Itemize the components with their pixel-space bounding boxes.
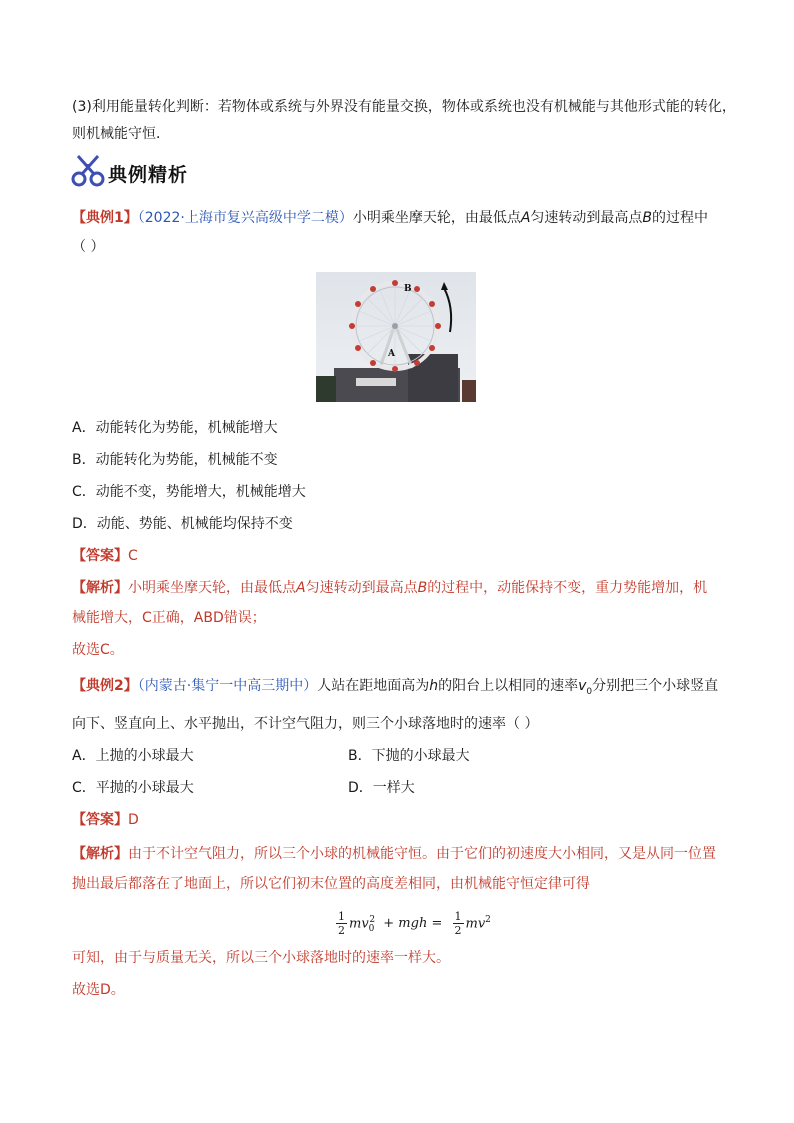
intro-line-2: 则机械能守恒． <box>72 126 170 142</box>
ex2-stem <box>72 676 718 702</box>
formula-frac-left: $\frac{1}{2}$ <box>338 910 345 938</box>
scissors-chains-icon <box>70 152 106 188</box>
ex1-option-d: D．动能、势能、机械能均保持不变 <box>72 516 293 532</box>
ex1-blank: （ ） <box>72 239 105 255</box>
ex2-stem-a: 人站在距地面高为 <box>317 678 430 694</box>
ex1-point-b: B <box>642 210 653 226</box>
ex1-tag: 【典例1】 <box>72 210 138 226</box>
ex1-answer-tag: 【答案】 <box>72 548 128 564</box>
ex1-option-a: A．动能转化为势能，机械能增大 <box>72 420 278 436</box>
formula-mv: mv <box>465 916 486 932</box>
energy-formula: $\frac{1}{2}$ $mv_0^2$ + mgh = $\frac{1}{2}$ $mv^2$ <box>338 910 491 938</box>
ex1-stem-c: 的过程中 <box>652 210 709 226</box>
ex2-source: （内蒙古·集宁一中高三期中） <box>137 678 318 694</box>
ex1-analysis-line-1 <box>72 578 707 598</box>
ex2-answer <box>72 810 139 830</box>
ex2-option-d: D．一样大 <box>348 780 415 796</box>
formula-mv0: mv <box>349 916 369 932</box>
ex2-conclusion: 故选D。 <box>72 982 125 998</box>
ex1-analysis-line-2: 械能增大，C正确，ABD错误； <box>72 610 266 626</box>
ex2-answer-tag: 【答案】 <box>72 812 128 828</box>
figure-label-a: A <box>388 349 395 359</box>
ex1-answer <box>72 546 138 566</box>
ex1-analysis-a: 小明乘坐摩天轮，由最低点 <box>128 580 296 596</box>
ex2-answer-value: D <box>128 812 139 828</box>
ex2-stem-b: 的阳台上以相同的速率 <box>438 678 579 694</box>
formula-frac-right: $\frac{1}{2}$ <box>454 910 462 938</box>
ex1-stem-a: 小明乘坐摩天轮，由最低点 <box>352 210 521 226</box>
ex2-option-c: C．平抛的小球最大 <box>72 780 194 796</box>
ex1-conclusion: 故选C。 <box>72 642 124 658</box>
ex1-analysis-tag: 【解析】 <box>72 580 128 596</box>
section-heading: 典例精析 <box>108 164 189 186</box>
ex1-stem <box>72 208 708 228</box>
ex1-stem-b: 匀速转动到最高点 <box>530 210 643 226</box>
ex2-tag: 【典例2】 <box>72 678 138 694</box>
ex1-analysis-b: 匀速转动到最高点 <box>305 580 418 596</box>
intro-line-1: (3)利用能量转化判断：若物体或系统与外界没有能量交换，物体或系统也没有机械能与其他形式能的转化， <box>72 99 736 115</box>
ex2-analysis-line-1 <box>72 844 716 864</box>
ex1-analysis-c: 的过程中，动能保持不变，重力势能增加，机 <box>427 580 708 596</box>
ex1-option-c: C．动能不变，势能增大，机械能增大 <box>72 484 306 500</box>
ex1-source: （2022·上海市复兴高级中学二模） <box>137 210 353 226</box>
ex1-analysis-point-b: B <box>417 580 428 596</box>
ferris-wheel-photo <box>316 272 476 402</box>
ex2-v0-sub: 0 <box>586 686 593 697</box>
ex2-stem-c: 分别把三个小球竖直 <box>592 678 719 694</box>
ex2-v0: v <box>578 678 587 694</box>
ex2-analysis-tag: 【解析】 <box>72 846 128 862</box>
ex2-option-b: B．下抛的小球最大 <box>348 748 470 764</box>
ex1-option-b: B．动能转化为势能，机械能不变 <box>72 452 278 468</box>
ex2-stem-line-2: 向下、竖直向上、水平抛出，不计空气阻力，则三个小球落地时的速率（ ） <box>72 716 539 732</box>
ex1-point-a: A <box>520 210 531 226</box>
ex2-h: h <box>429 678 439 694</box>
ex1-answer-value: C <box>128 548 138 564</box>
ex1-analysis-point-a: A <box>296 580 306 596</box>
figure-label-b: B <box>404 284 412 294</box>
ex2-option-a: A．上抛的小球最大 <box>72 748 194 764</box>
ex2-analysis-line-2: 抛出最后都落在了地面上，所以它们初末位置的高度差相同，由机械能守恒定律可得 <box>72 876 590 892</box>
ex2-analysis-line-3: 可知，由于与质量无关，所以三个小球落地时的速率一样大。 <box>72 950 450 966</box>
formula-middle: + mgh = <box>383 916 443 932</box>
ex2-analysis-text-1: 由于不计空气阻力，所以三个小球的机械能守恒。由于它们的初速度大小相同，又是从同一位置 <box>128 846 716 862</box>
